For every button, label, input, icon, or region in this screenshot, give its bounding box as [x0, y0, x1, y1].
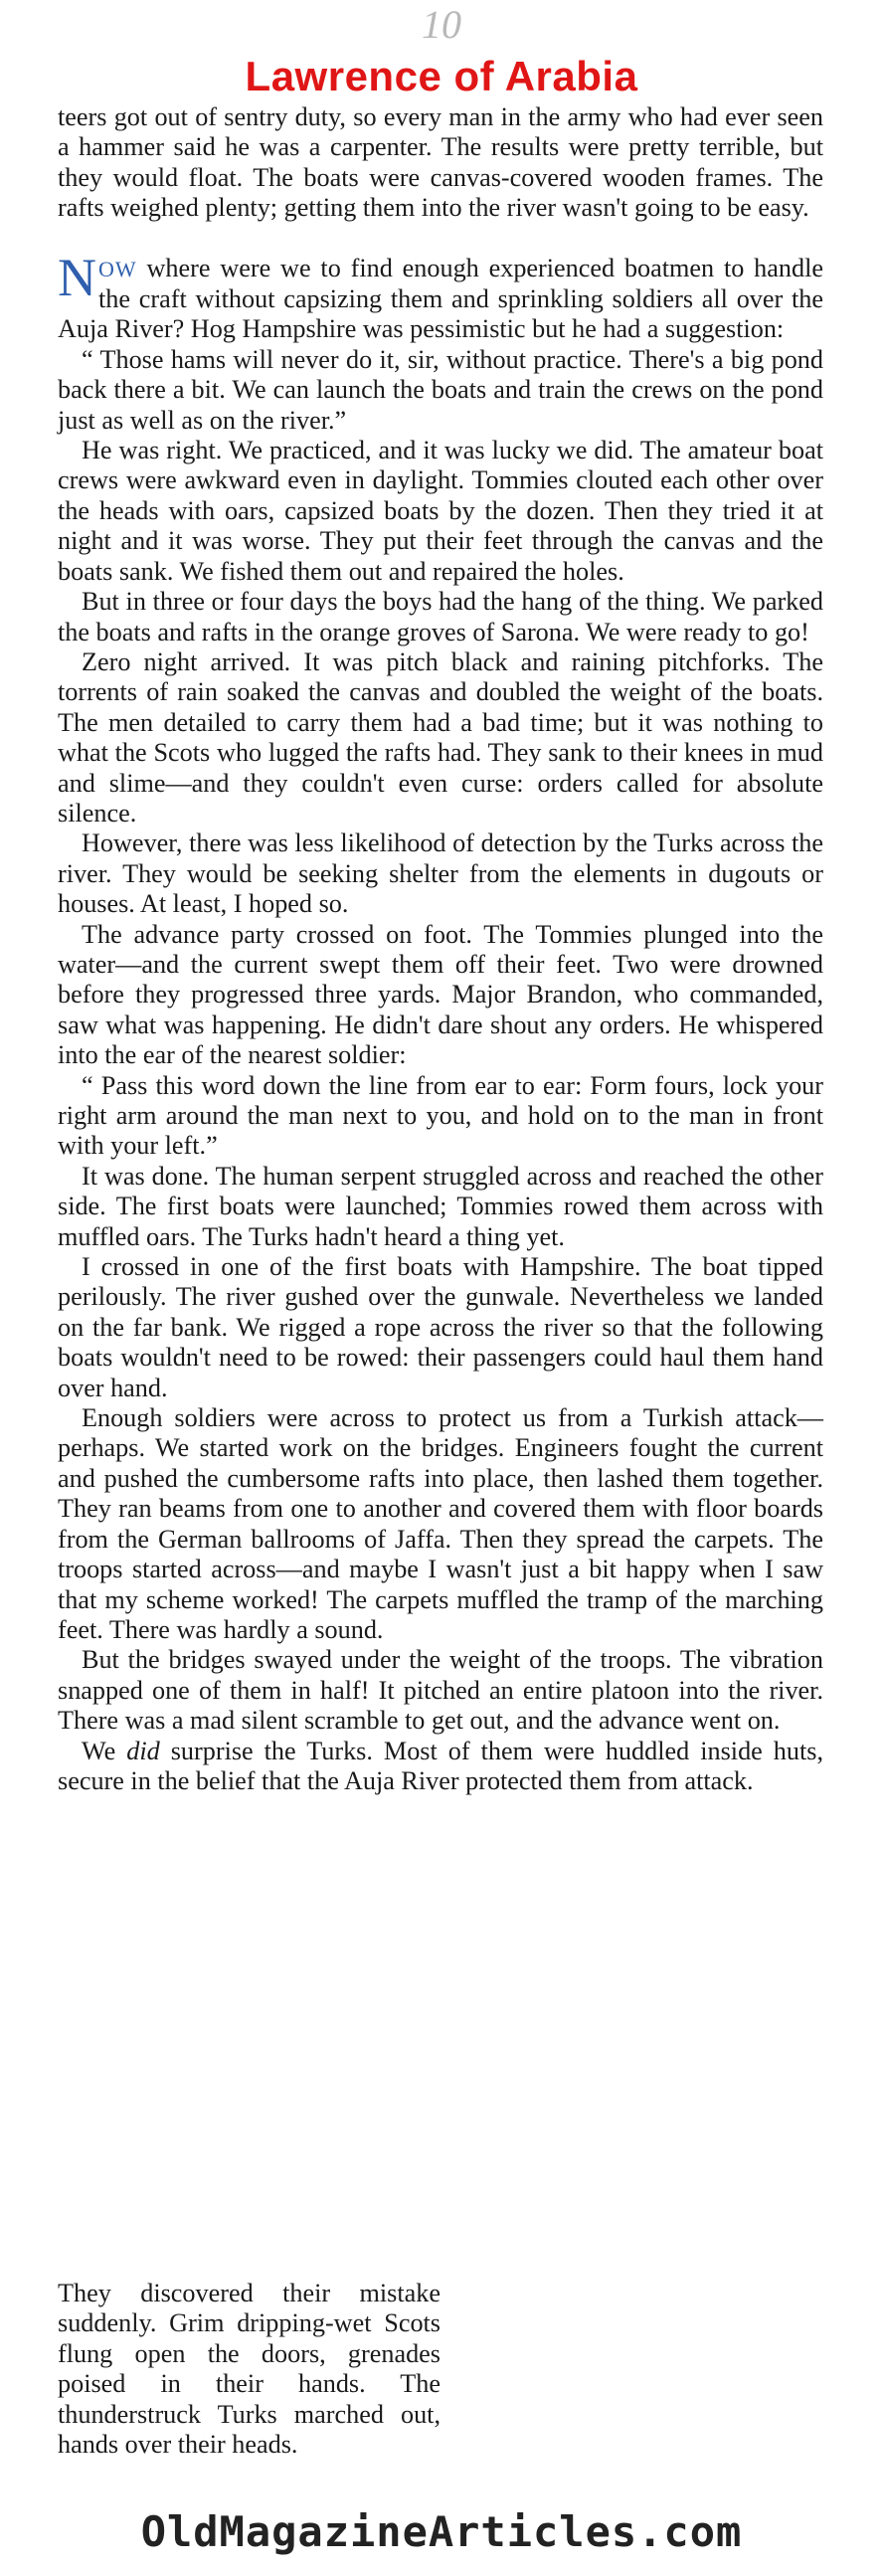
article-title: Lawrence of Arabia: [245, 53, 638, 99]
drop-cap: N: [58, 247, 96, 307]
paragraph-text: surprise the Turks. Most of them were huddled inside huts, secure in the belief that the Auja River protected them from attack.: [58, 1736, 823, 1795]
paragraph-dropcap: [58, 247, 823, 345]
site-watermark: OldMagazineArticles.com: [140, 2507, 743, 2556]
paragraph: But the bridges swayed under the weight of the troops. The vibration snapped one of them in half! It pitched an entire platoon into the river. There was a mad silent scramble to get out, and the advance went on.: [58, 1645, 823, 1736]
paragraph: It was done. The human serpent struggled across and reached the other side. The first boats were launched; Tommies rowed them across with muffled oars. The Turks hadn't heard a thing yet.: [58, 1161, 823, 1251]
paragraph: I crossed in one of the first boats with Hampshire. The boat tipped perilously. The river gushed over the gunwale. Nevertheless we landed on the far bank. We rigged a rope across the river so that the following boats wouldn't need to be rowed: their passengers could haul them hand over hand.: [58, 1252, 823, 1402]
article-body: [58, 102, 823, 1796]
narrow-column-text: [58, 2279, 441, 2460]
paragraph: Zero night arrived. It was pitch black and raining pitchforks. The torrents of rain soaked the canvas and doubled the weight of the boats. The men detailed to carry them had a bad time; but it was nothing to what the Scots who lugged the rafts had. They sank to their knees in mud and slime—and they couldn't even curse: orders called for absolute silence.: [58, 646, 823, 828]
paragraph: He was right. We practiced, and it was lucky we did. The amateur boat crews were awkward even in daylight. Tommies clouted each other over the heads with oars, capsized boats by the dozen. Then they tried it at night and it was worse. They put their feet through the canvas and the boats sank. We fished them out and repaired the holes.: [58, 436, 823, 586]
paragraph: The advance party crossed on foot. The Tommies plunged into the water—and the current swept them off their feet. Two were drowned before they progressed three yards. Major Brandon, who commanded, saw what was happening. He didn't dare shout any orders. He whispered into the ear of the nearest soldier:: [58, 919, 823, 1070]
paragraph-text: We: [82, 1736, 127, 1765]
page-number: 10: [422, 2, 461, 47]
paragraph: [58, 1737, 823, 1797]
paragraph-text: where were we to find enough experienced boatmen to handle the craft without capsizing them and sprinkling soldiers all over the Auja River? Hog Hampshire was pessimistic but he had a suggestion:: [58, 253, 823, 344]
emphasis-text: did: [126, 1736, 160, 1765]
paragraph: Enough soldiers were across to protect us from a Turkish attack—perhaps. We started work on the bridges. Engineers fought the current and pushed the cumbersome rafts into place, then lashed them together. They ran beams from one to another and covered them with floor boards from the German ballrooms of Jaffa. Then they spread the carpets. The troops started across—and maybe I wasn't just a bit happy when I saw that my scheme worked! The carpets muffled the tramp of the marching feet. There was hardly a sound.: [58, 1403, 823, 1644]
paragraph: However, there was less likelihood of detection by the Turks across the river. They would be seeking shelter from the elements in dugouts or houses. At least, I hoped so.: [58, 828, 823, 919]
paragraph: They discovered their mistake suddenly. Grim dripping-wet Scots flung open the doors, grenades poised in their hands. The thunderstruck Turks marched out, hands over their heads.: [58, 2279, 441, 2460]
paragraph: “ Those hams will never do it, sir, without practice. There's a big pond back there a bit. We can launch the boats and train the crews on the pond just as well as on the river.”: [58, 344, 823, 435]
small-caps-lead: OW: [98, 256, 137, 281]
paragraph: “ Pass this word down the line from ear to ear: Form fours, lock your right arm around the man next to you, and hold on to the man in front with your left.”: [58, 1070, 823, 1161]
paragraph: teers got out of sentry duty, so every man in the army who had ever seen a hammer said he was a carpenter. The results were pretty terrible, but they would float. The boats were canvas-covered wooden frames. The rafts weighed plenty; getting them into the river wasn't going to be easy.: [58, 102, 823, 223]
paragraph: But in three or four days the boys had the hang of the thing. We parked the boats and rafts in the orange groves of Sarona. We were ready to go!: [58, 587, 823, 646]
